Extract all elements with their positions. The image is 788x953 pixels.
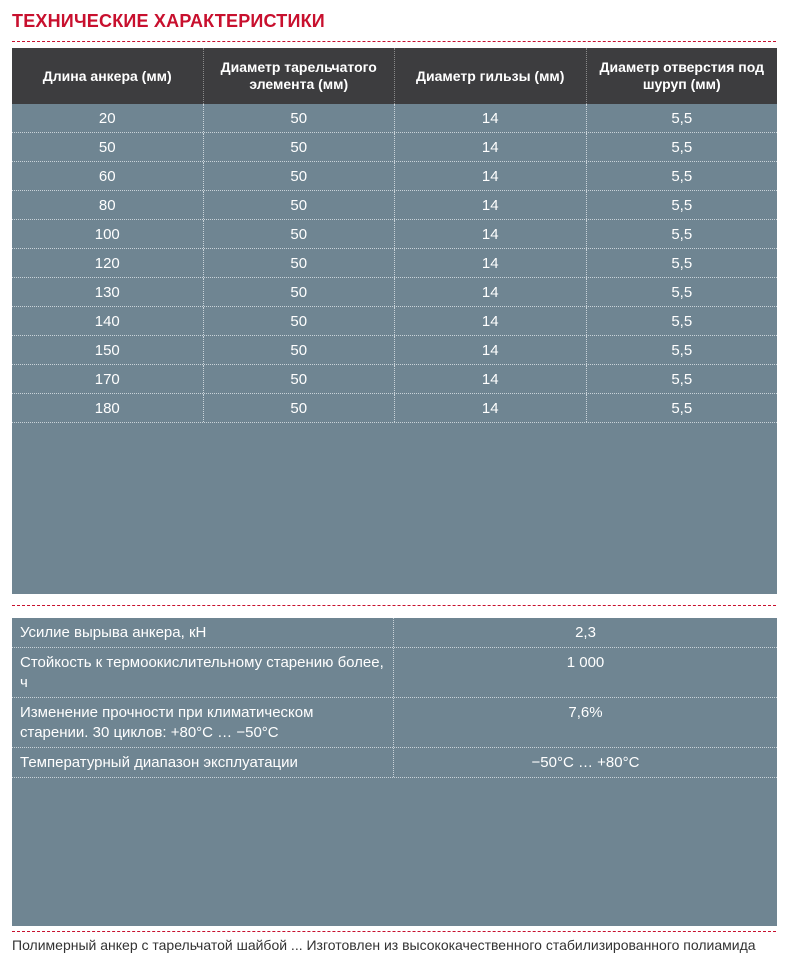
cell-plate-diameter: 50 bbox=[204, 133, 396, 161]
cell-sleeve-diameter: 14 bbox=[395, 336, 587, 364]
cell-plate-diameter: 50 bbox=[204, 104, 396, 132]
property-value: −50°C … +80°C bbox=[531, 754, 640, 771]
header-screw-hole-diameter: Диаметр отверстия под шуруп (мм) bbox=[599, 59, 764, 92]
cell-screw-hole-diameter: 5,5 bbox=[671, 370, 693, 388]
property-value: 7,6% bbox=[568, 704, 603, 721]
cell-plate-diameter: 50 bbox=[204, 307, 396, 335]
cell-plate-diameter: 50 bbox=[204, 162, 396, 190]
cell-sleeve-diameter: 14 bbox=[395, 278, 587, 306]
cell-plate-diameter: 50 bbox=[204, 191, 396, 219]
property-value: 2,3 bbox=[575, 624, 596, 641]
cell-anchor-length: 130 bbox=[12, 278, 204, 306]
cell-plate-diameter: 50 bbox=[204, 220, 396, 248]
cell-sleeve-diameter: 14 bbox=[395, 394, 587, 422]
table-row bbox=[12, 104, 777, 133]
cell-screw-hole-diameter: 5,5 bbox=[671, 138, 693, 156]
cell-sleeve-diameter: 14 bbox=[395, 133, 587, 161]
cell-sleeve-diameter: 14 bbox=[395, 365, 587, 393]
table-row bbox=[12, 162, 777, 191]
cell-plate-diameter: 50 bbox=[204, 336, 396, 364]
cell-screw-hole-diameter: 5,5 bbox=[671, 196, 693, 214]
table-row bbox=[12, 278, 777, 307]
cell-sleeve-diameter: 14 bbox=[395, 307, 587, 335]
property-value: 1 000 bbox=[566, 654, 605, 671]
table-row bbox=[12, 394, 777, 423]
cell-anchor-length: 50 bbox=[12, 133, 204, 161]
properties-table bbox=[12, 618, 777, 926]
cell-anchor-length: 180 bbox=[12, 394, 204, 422]
property-row bbox=[12, 748, 777, 778]
cell-screw-hole-diameter: 5,5 bbox=[671, 254, 693, 272]
cell-screw-hole-diameter: 5,5 bbox=[671, 109, 693, 127]
table-row bbox=[12, 133, 777, 162]
cell-anchor-length: 60 bbox=[12, 162, 204, 190]
cell-plate-diameter: 50 bbox=[204, 249, 396, 277]
cell-screw-hole-diameter: 5,5 bbox=[671, 341, 693, 359]
property-label: Температурный диапазон эксплуатации bbox=[12, 748, 394, 777]
header-sleeve-diameter: Диаметр гильзы (мм) bbox=[395, 48, 587, 104]
cell-anchor-length: 100 bbox=[12, 220, 204, 248]
cell-plate-diameter: 50 bbox=[204, 278, 396, 306]
page-title: ТЕХНИЧЕСКИЕ ХАРАКТЕРИСТИКИ bbox=[12, 11, 325, 31]
footer-divider bbox=[12, 931, 776, 932]
table-row bbox=[12, 365, 777, 394]
cell-plate-diameter: 50 bbox=[204, 394, 396, 422]
cell-sleeve-diameter: 14 bbox=[395, 191, 587, 219]
cell-screw-hole-diameter: 5,5 bbox=[671, 399, 693, 417]
property-row bbox=[12, 618, 777, 648]
table-row bbox=[12, 307, 777, 336]
header-plate-diameter: Диаметр тарельчатого элемента (мм) bbox=[204, 48, 396, 104]
property-row bbox=[12, 698, 777, 748]
table-row bbox=[12, 336, 777, 365]
cell-anchor-length: 120 bbox=[12, 249, 204, 277]
cell-screw-hole-diameter: 5,5 bbox=[671, 312, 693, 330]
spec-table bbox=[12, 48, 777, 594]
title-divider bbox=[12, 41, 776, 42]
table-row bbox=[12, 191, 777, 220]
cell-sleeve-diameter: 14 bbox=[395, 162, 587, 190]
cell-anchor-length: 140 bbox=[12, 307, 204, 335]
cell-anchor-length: 170 bbox=[12, 365, 204, 393]
cell-sleeve-diameter: 14 bbox=[395, 249, 587, 277]
cell-anchor-length: 150 bbox=[12, 336, 204, 364]
cell-sleeve-diameter: 14 bbox=[395, 104, 587, 132]
cell-plate-diameter: 50 bbox=[204, 365, 396, 393]
header-anchor-length: Длина анкера (мм) bbox=[12, 48, 204, 104]
property-label: Стойкость к термоокислительному старению более, ч bbox=[12, 648, 394, 697]
section-divider bbox=[12, 605, 776, 606]
cell-screw-hole-diameter: 5,5 bbox=[671, 167, 693, 185]
spec-table-header bbox=[12, 48, 777, 104]
footer-text: Полимерный анкер с тарельчатой шайбой ... Изготовлен из высококачественного стабилизированного полиамида bbox=[12, 937, 756, 953]
property-label: Усилие вырыва анкера, кН bbox=[12, 618, 394, 647]
cell-anchor-length: 80 bbox=[12, 191, 204, 219]
table-row bbox=[12, 249, 777, 278]
property-label: Изменение прочности при климатическом старении. 30 циклов: +80°C … −50°C bbox=[12, 698, 394, 747]
cell-sleeve-diameter: 14 bbox=[395, 220, 587, 248]
cell-screw-hole-diameter: 5,5 bbox=[671, 225, 693, 243]
cell-screw-hole-diameter: 5,5 bbox=[671, 283, 693, 301]
property-row bbox=[12, 648, 777, 698]
cell-anchor-length: 20 bbox=[12, 104, 204, 132]
table-row bbox=[12, 220, 777, 249]
